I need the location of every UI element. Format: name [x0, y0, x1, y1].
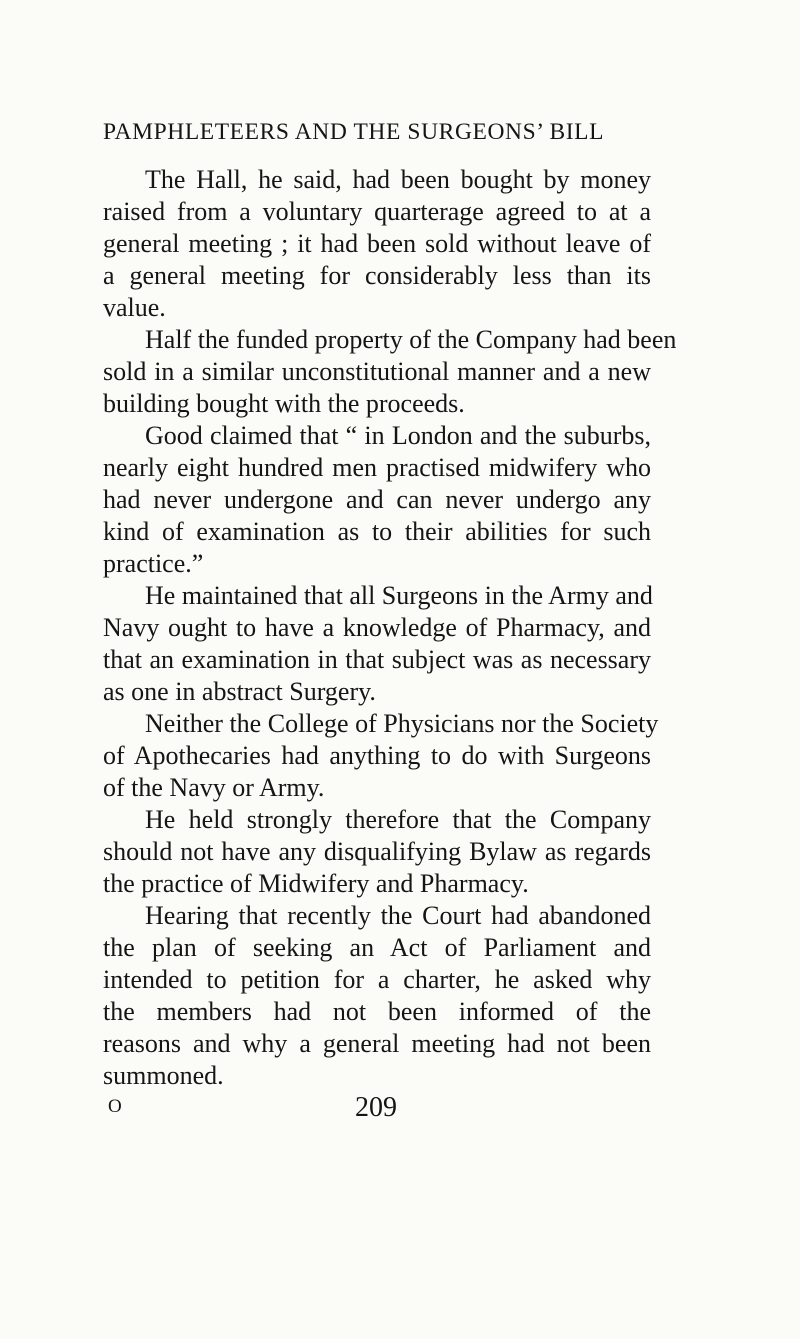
text-line: sold in a similar unconstitutional manner and a new	[103, 357, 651, 386]
text-line: reasons and why a general meeting had not been	[103, 1029, 651, 1058]
text-line: He maintained that all Surgeons in the Army and	[145, 581, 653, 610]
text-line: a general meeting for considerably less than its	[103, 261, 651, 290]
text-line: Navy ought to have a knowledge of Pharmacy, and	[103, 613, 651, 642]
page-number: 209	[355, 1092, 397, 1123]
text-line: kind of examination as to their abilities for such	[103, 517, 651, 546]
text-line: of the Navy or Army.	[103, 773, 325, 802]
signature-mark: O	[108, 1096, 122, 1117]
text-line: general meeting ; it had been sold without leave of	[103, 229, 651, 258]
text-line: that an examination in that subject was as necessary	[103, 645, 651, 674]
text-line: as one in abstract Surgery.	[103, 677, 376, 706]
paragraph	[103, 580, 651, 708]
text-line: He held strongly therefore that the Company	[145, 805, 651, 834]
text-line: summoned.	[103, 1061, 224, 1090]
text-line: of Apothecaries had anything to do with Surgeons	[103, 741, 651, 770]
paragraph	[103, 900, 651, 1092]
text-line: Hearing that recently the Court had abandoned	[145, 901, 651, 930]
text-line: Good claimed that “ in London and the suburbs,	[145, 421, 651, 450]
text-line: had never undergone and can never undergo any	[103, 485, 651, 514]
text-line: should not have any disqualifying Bylaw as regards	[103, 837, 651, 866]
text-line: the plan of seeking an Act of Parliament and	[103, 933, 651, 962]
paragraph	[103, 324, 677, 420]
text-line: raised from a voluntary quarterage agreed to at a	[103, 197, 651, 226]
body-text	[103, 164, 677, 1092]
text-line: value.	[103, 293, 166, 322]
text-line: building bought with the proceeds.	[103, 389, 465, 418]
text-line: intended to petition for a charter, he asked why	[103, 965, 651, 994]
paragraph	[103, 164, 651, 324]
paragraph	[103, 420, 651, 580]
text-line: nearly eight hundred men practised midwifery who	[103, 453, 651, 482]
text-line: Neither the College of Physicians nor the Society	[145, 709, 659, 738]
text-line: practice.”	[103, 549, 204, 578]
running-head: PAMPHLETEERS AND THE SURGEONS’ BILL	[103, 119, 605, 145]
text-line: Half the funded property of the Company had been	[145, 325, 677, 354]
text-line: the practice of Midwifery and Pharmacy.	[103, 869, 529, 898]
text-line: The Hall, he said, had been bought by money	[145, 165, 651, 194]
paragraph	[103, 804, 651, 900]
paragraph	[103, 708, 659, 804]
text-line: the members had not been informed of the	[103, 997, 651, 1026]
